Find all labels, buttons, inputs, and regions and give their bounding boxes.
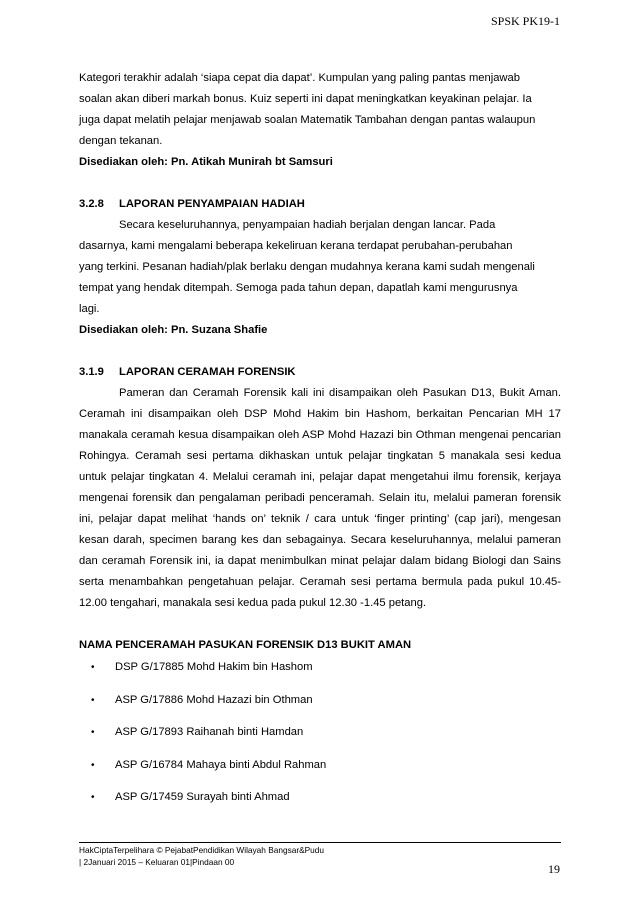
speakers-heading: NAMA PENCERAMAH PASUKAN FORENSIK D13 BUKIT AMAN (79, 639, 412, 651)
section-hadiah-heading (79, 194, 561, 215)
list-item: • ASP G/17459 Surayah binti Ahmad (79, 787, 561, 820)
kuiz-line-3: juga dapat melatih pelajar menjawab soalan Matematik Tambahan dengan pantas walaupun (79, 114, 536, 126)
list-item: • ASP G/17886 Mohd Hazazi bin Othman (79, 690, 561, 723)
kuiz-line-4: dengan tekanan. (79, 135, 163, 147)
bullet-icon: • (91, 694, 95, 706)
kuiz-line-1: Kategori terakhir adalah ‘siapa cepat dia dapat’. Kumpulan yang paling pantas menjawab (79, 72, 520, 84)
kuiz-paragraph (79, 68, 561, 152)
footer-line-2: | 2Januari 2015 – Keluaran 01|Pindaan 00 (79, 857, 235, 867)
hadiah-prepared-by: Disediakan oleh: Pn. Suzana Shafie (79, 324, 268, 336)
list-item: • ASP G/16784 Mahaya binti Abdul Rahman (79, 755, 561, 788)
section-hadiah-number: 3.2.8 (79, 198, 104, 210)
footer-divider (79, 842, 561, 843)
bullet-icon: • (91, 662, 95, 673)
page-number: 19 (548, 862, 560, 876)
header-document-code: SPSK PK19-1 (490, 14, 560, 28)
section-hadiah-paragraph (79, 215, 561, 320)
kuiz-line-2: soalan akan diberi markah bonus. Kuiz seperti ini dapat meningkatkan keyakinan pelajar. Ia (79, 93, 532, 105)
bullet-icon: • (91, 759, 95, 771)
list-item: • ASP G/17893 Raihanah binti Hamdan (79, 722, 561, 755)
hadiah-line-4: tempat yang hendak ditempah. Semoga pada tahun depan, dapatlah kami mengurusnya (79, 282, 518, 294)
hadiah-line-1: Secara keseluruhannya, penyampaian hadiah berjalan dengan lancar. Pada (119, 219, 496, 231)
kuiz-prepared-by: Disediakan oleh: Pn. Atikah Munirah bt Samsuri (79, 156, 333, 168)
page-content (79, 68, 561, 820)
footer-copyright (79, 844, 324, 868)
section-hadiah-title: LAPORAN PENYAMPAIAN HADIAH (119, 198, 305, 210)
footer-line-1: HakCiptaTerpelihara © PejabatPendidikan Wilayah Bangsar&Pudu (79, 845, 325, 855)
section-forensik-number: 3.1.9 (79, 366, 104, 378)
hadiah-line-3: yang terkini. Pesanan hadiah/plak berlaku dengan mudahnya kerana kami sudah mengenali (79, 261, 535, 273)
list-item: • DSP G/17885 Mohd Hakim bin Hashom (79, 657, 561, 690)
hadiah-line-5: lagi. (79, 303, 100, 315)
speakers-list (79, 657, 561, 820)
bullet-icon: • (91, 792, 95, 803)
section-forensik-paragraph: Pameran dan Ceramah Forensik kali ini disampaikan oleh Pasukan D13, Bukit Aman. Ceramah ini disampaikan oleh DSP Mohd Hakim bin Hashom, berkaitan Pencarian MH 17 manakala ceramah kesua disampaikan oleh ASP Mohd Hazazi bin Othman mengenai pencarian Rohingya. Ceramah sesi pertama dikhaskan untuk pelajar tingkatan 5 manakala sesi kedua untuk pelajar tingkatan 4. Melalui ceramah ini, pelajar dapat mengetahui ilmu forensik, kerjaya mengenai forensik dan pengalaman peribadi penceramah. Selain itu, melalui pameran forensik ini, pelajar dapat melihat ‘hands on’ teknik / cara untuk ‘finger printing’ (cap jari), mengesan kesan darah, specimen barang kes dan sebagainya. Secara keseluruhannya, melalui pameran dan ceramah Forensik ini, ia dapat menimbulkan minat pelajar dalam bidang Biologi dan Sains serta menambahkan pengetahuan pelajar. Ceramah sesi pertama bermula pada pukul 10.45-12.00 tengahari, manakala sesi kedua pada pukul 12.30 -1.45 petang. (79, 387, 561, 609)
bullet-icon: • (91, 727, 95, 738)
section-forensik-heading (79, 362, 561, 383)
hadiah-line-2: dasarnya, kami mengalami beberapa kekeliruan kerana terdapat perubahan-perubahan (79, 240, 513, 252)
section-forensik-title: LAPORAN CERAMAH FORENSIK (119, 366, 296, 378)
